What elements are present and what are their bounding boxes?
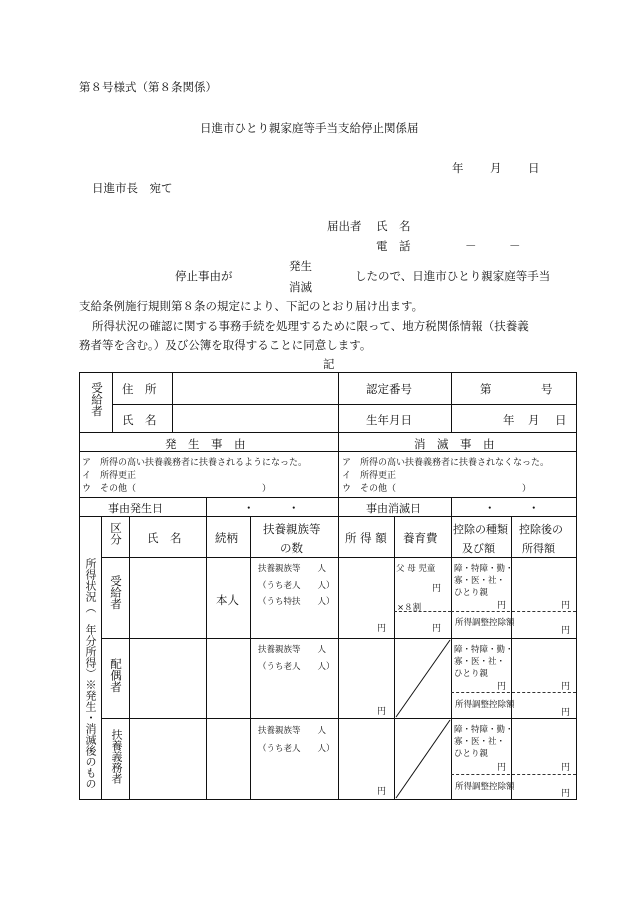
deduction-types: 障・特障・勤・ <box>454 725 514 735</box>
body-line2: 支給条例施行規則第８条の規定により、下記のとおり届け出ます。 <box>79 299 424 313</box>
occur-item: イ 所得更正 <box>82 471 137 481</box>
cert-number-suffix: 号 <box>541 382 553 396</box>
ki-label: 記 <box>323 357 335 371</box>
extinct-item: ウ その他（ ） <box>342 484 532 494</box>
deduction-types: ひとり親 <box>454 669 489 679</box>
address-label: 住 所 <box>122 382 157 396</box>
cert-number-label: 認定番号 <box>366 382 412 396</box>
yen-unit: 円 <box>497 682 507 692</box>
body-line1: したので、日進市ひとり親家庭等手当 <box>355 269 551 283</box>
yen-unit: 円 <box>561 626 571 636</box>
deduction-types: 寡・医・社・ <box>454 576 506 586</box>
body-line3: 所得状況の確認に関する事務手続を処理するために限って、地方税関係情報（扶養義 <box>92 319 529 333</box>
cause-option-occur: 発生 <box>289 259 312 273</box>
deduction-types: 寡・医・社・ <box>454 737 506 747</box>
income-adjustment-deduction: 所得調整控除額 <box>455 700 515 710</box>
name-label: 氏 名 <box>122 413 157 427</box>
dependents-elderly: （うち老人 人） <box>258 744 335 754</box>
cert-number-prefix: 第 <box>480 382 492 396</box>
childcare-multiplier: ×８割 <box>397 603 422 613</box>
birth-day: 日 <box>555 413 567 427</box>
birthdate-label: 生年月日 <box>366 413 412 427</box>
yen-unit: 円 <box>432 624 442 634</box>
yen-unit: 円 <box>497 763 507 773</box>
dependents-elderly: （うち老人 人） <box>258 581 335 591</box>
dependents-count: 扶養親族等 人 <box>258 645 327 655</box>
addressee: 日進市長 宛て <box>92 181 173 195</box>
yen-unit: 円 <box>377 624 387 634</box>
income-adjustment-deduction: 所得調整控除額 <box>455 618 515 628</box>
yen-unit: 円 <box>561 708 571 718</box>
birth-month: 月 <box>528 413 540 427</box>
date-dot: ・ <box>484 501 496 515</box>
yen-unit: 円 <box>561 682 571 692</box>
dependents-count: 扶養親族等 人 <box>258 726 327 736</box>
date-dot: ・ <box>243 501 255 515</box>
date-year: 年 <box>452 161 464 175</box>
applicant-label: 届出者 <box>327 219 362 233</box>
col-name: 氏 名 <box>147 531 182 545</box>
occur-item: ア 所得の高い扶養義務者に扶養されるようになった。 <box>82 458 308 468</box>
deduction-types: 寡・医・社・ <box>454 657 506 667</box>
date-dot: ・ <box>288 501 300 515</box>
yen-unit: 円 <box>432 584 442 594</box>
document-title: 日進市ひとり親家庭等手当支給停止関係届 <box>200 121 419 135</box>
date-dot: ・ <box>528 501 540 515</box>
row-label-recipient: 受給者 <box>109 575 123 610</box>
col-deduction: 控除の種類 <box>453 523 508 536</box>
row-label-spouse: 配偶者 <box>109 658 123 693</box>
yen-unit: 円 <box>561 763 571 773</box>
col-income: 所 得 額 <box>345 531 387 545</box>
col-deduction: 及び額 <box>462 542 495 555</box>
cause-option-extinct: 消滅 <box>289 280 312 294</box>
yen-unit: 円 <box>377 707 387 717</box>
body-line4: 務者等を含む。）及び公簿を取得することに同意します。 <box>79 338 372 352</box>
extinct-item: イ 所得更正 <box>342 471 397 481</box>
deduction-types: 障・特障・勤・ <box>454 564 514 574</box>
col-kubun: 区分 <box>109 522 123 545</box>
col-dependents: 扶養親族等 <box>263 522 321 536</box>
phone-separator: － <box>465 239 477 253</box>
occur-date-label: 事由発生日 <box>108 502 163 515</box>
recipient-label: 受給者 <box>90 382 104 417</box>
applicant-name-label: 氏 名 <box>376 219 411 233</box>
income-status-label: 所得状況（ 年分所得）※発生・消滅後のもの <box>84 558 97 789</box>
extinct-header: 消 滅 事 由 <box>414 437 495 451</box>
occur-item: ウ その他（ ） <box>82 484 272 494</box>
yen-unit: 円 <box>561 601 571 611</box>
dependents-count: 扶養親族等 人 <box>258 564 327 574</box>
applicant-phone-label: 電 話 <box>376 239 411 253</box>
col-relation: 続柄 <box>215 531 238 545</box>
deduction-types: ひとり親 <box>454 588 489 598</box>
phone-separator: － <box>509 239 521 253</box>
yen-unit: 円 <box>497 601 507 611</box>
relation-value: 本人 <box>216 593 239 607</box>
childcare-parties: 父 母 児童 <box>396 564 436 574</box>
col-after-income: 控除後の <box>519 523 563 536</box>
form-number: 第８号様式（第８条関係） <box>79 80 217 94</box>
row-label-obligor: 扶養義務者 <box>110 729 123 784</box>
deduction-types: ひとり親 <box>454 749 489 759</box>
extinct-item: ア 所得の高い扶養義務者に扶養されなくなった。 <box>342 458 550 468</box>
deduction-types: 障・特障・勤・ <box>454 645 514 655</box>
diagonal-slashes <box>394 638 451 800</box>
occur-header: 発 生 事 由 <box>165 437 246 451</box>
income-adjustment-deduction: 所得調整控除額 <box>455 782 515 792</box>
yen-unit: 円 <box>561 789 571 799</box>
col-childcare: 養育費 <box>403 531 438 545</box>
date-month: 月 <box>490 161 502 175</box>
col-after-income: 所得額 <box>522 542 555 555</box>
extinct-date-label: 事由消滅日 <box>366 502 421 515</box>
birth-year: 年 <box>503 413 515 427</box>
dependents-elderly: （うち老人 人） <box>258 662 335 672</box>
cause-prefix: 停止事由が <box>175 269 233 283</box>
yen-unit: 円 <box>377 787 387 797</box>
col-dependents: の数 <box>280 541 303 555</box>
date-day: 日 <box>528 161 540 175</box>
dependents-special: （うち特扶 人） <box>258 597 335 607</box>
